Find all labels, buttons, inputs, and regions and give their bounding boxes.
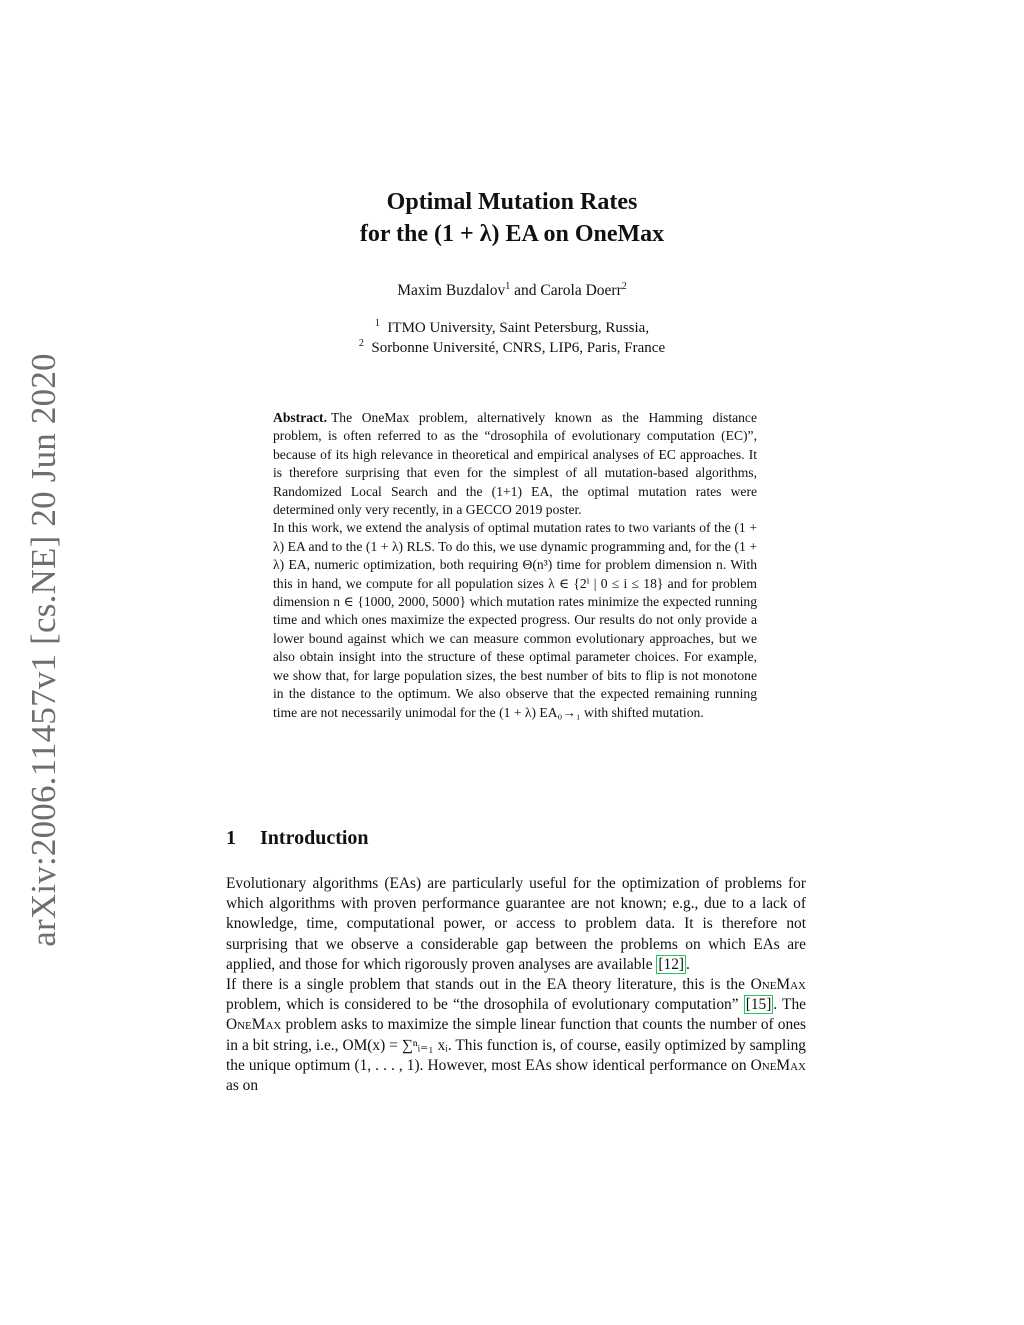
author-1-mark: 1: [505, 281, 511, 292]
intro-p2-a: If there is a single problem that stands out in the EA theory literature, this is the: [226, 976, 751, 994]
author-2: Carola Doerr: [540, 282, 622, 299]
abstract-paragraph-2: In this work, we extend the analysis of optimal mutation rates to two variants of the (1 + λ) EA and to the (1 + λ) RLS. To do this, we use dynamic programming and, for the (1 + λ) EA, numeric optimization, both requiring Θ(n³) time for problem dimension n. With this in hand, we compute for all population sizes λ ∈ {2ⁱ | 0 ≤ i ≤ 18} and for problem dimension n ∈ {1000, 2000, 5000} which mutation rates minimize the expected running time and which ones maximize the expected progress. Our results do not only provide a lower bound against which we can measure common evolutionary approaches, but we also obtain insight into the structure of these optimal parameter choices. For example, we show that, for large population sizes, the best number of bits to flip is not monotone in the distance to the optimum. We also observe that the expected remaining running time are not necessarily unimodal for the (1 + λ) EA₀→₁ with shifted mutation.: [273, 520, 757, 720]
citation-15-link[interactable]: [15]: [745, 996, 772, 1014]
author-2-mark: 2: [621, 281, 627, 292]
intro-p2-c: . The: [773, 996, 806, 1014]
affiliation-2-mark: 2: [358, 338, 364, 349]
intro-p2-e: as on: [226, 1077, 259, 1095]
paper-title-line-1: Optimal Mutation Rates: [386, 189, 638, 215]
intro-p1-end: .: [686, 955, 690, 973]
onemax-term: OneMax: [750, 1056, 806, 1074]
introduction-body: [226, 874, 806, 1096]
abstract-paragraph-1: [273, 409, 757, 519]
abstract-text-1: The OneMax problem, alternatively known as the Hamming distance problem, is often referred to as the “drosophila of evolutionary computation (EC)”, because of its high relevance in theoretical and empirical analyses of EC approaches. It is therefore surprising that even for the simplest of all mutation-based algorithms, Randomized Local Search and the (1+1) EA, the optimal mutation rates were determined only very recently, in a GECCO 2019 poster.: [273, 410, 757, 518]
section-title: Introduction: [260, 827, 369, 849]
onemax-term: OneMax: [750, 976, 806, 994]
onemax-term: OneMax: [226, 1016, 282, 1034]
section-number: 1: [226, 827, 236, 849]
abstract: [273, 409, 757, 722]
citation-12-link[interactable]: [12]: [658, 955, 685, 973]
intro-paragraph-1: [226, 874, 806, 975]
intro-p2-d: problem asks to maximize the simple linear function that counts the number of ones in a bit string, i.e., OM(x) = ∑ⁿᵢ₌₁ xᵢ. This function is, of course, easily optimized by sampling the unique optimum (1, . . . , 1). However, most EAs show identical performance on: [226, 1016, 806, 1074]
author-joiner: and: [510, 282, 541, 299]
affiliation-1-text: ITMO University, Saint Petersburg, Russia,: [387, 320, 650, 336]
paper-title-line-2: for the (1 + λ) EA on OneMax: [359, 221, 665, 247]
affiliation-1-mark: 1: [374, 318, 380, 329]
intro-p1-text: Evolutionary algorithms (EAs) are particularly useful for the optimization of problems for which algorithms with proven performance guarantee are not known; e.g., due to a lack of knowledge, time, computational power, or access to problem data. It is therefore not surprising that we observe a considerable gap between the problems on which EAs are applied, and those for which rigorously proven analyses are available: [226, 875, 806, 973]
intro-paragraph-2: [226, 975, 806, 1096]
authors: [0, 282, 1024, 300]
section-heading: [226, 827, 369, 850]
affiliation-2-text: Sorbonne Université, CNRS, LIP6, Paris, France: [371, 340, 666, 356]
arxiv-identifier-stamp: arXiv:2006.11457v1 [cs.NE] 20 Jun 2020: [24, 353, 63, 947]
author-1: Maxim Buzdalov: [397, 282, 506, 299]
abstract-label: Abstract.: [273, 410, 327, 425]
intro-p2-b: problem, which is considered to be “the drosophila of evolutionary computation”: [226, 996, 744, 1014]
affiliation-2: [0, 338, 1024, 358]
affiliation-1: [0, 318, 1024, 338]
